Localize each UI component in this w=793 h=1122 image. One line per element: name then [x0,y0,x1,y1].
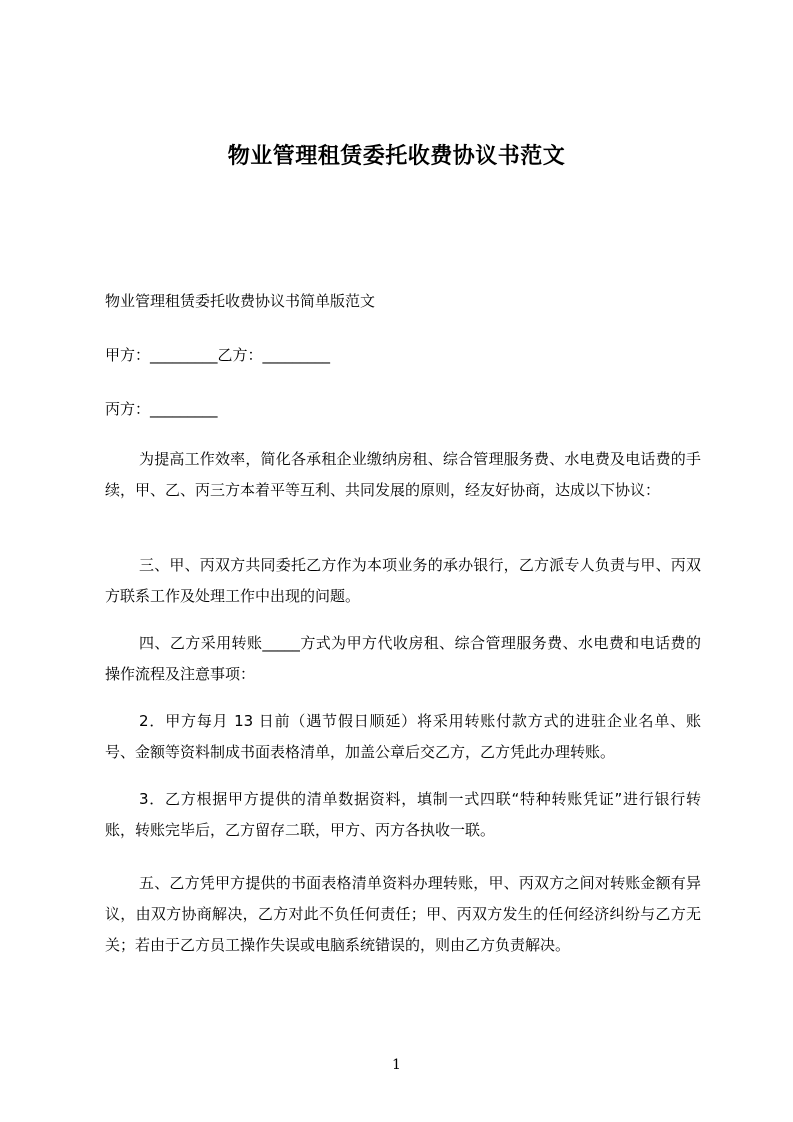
document-title: 物业管理租赁委托收费协议书范文 [227,144,566,169]
paragraph-item-3: 3．乙方根据甲方提供的清单数据资料，填制一式四联“特种转账凭证”进行银行转账，转账完毕后，乙方留存二联，甲方、丙方各执收一联。 [105,790,701,839]
document-subtitle: 物业管理租赁委托收费协议书简单版范文 [105,292,376,310]
page-number: 1 [392,1057,401,1073]
paragraph-clause-3: 三、甲、丙双方共同委托乙方作为本项业务的承办银行，乙方派专人负责与甲、丙双方联系工作及处理工作中出现的问题。 [105,556,701,605]
paragraph-clause-4: 四、乙方采用转账_____方式为甲方代收房租、综合管理服务费、水电费和电话费的操作流程及注意事项： [105,634,701,683]
parties-line-jia-yi: 甲方：_________乙方：_________ [105,346,331,364]
paragraph-clause-5: 五、乙方凭甲方提供的书面表格清单资料办理转账，甲、丙双方之间对转账金额有异议，由双方协商解决，乙方对此不负任何责任；甲、丙双方发生的任何经济纠纷与乙方无关；若由于乙方员工操作失误或电脑系统错误的，则由乙方负责解决。 [105,874,701,954]
parties-line-bing: 丙方：_________ [105,400,218,418]
paragraph-intro: 为提高工作效率，简化各承租企业缴纳房租、综合管理服务费、水电费及电话费的手续，甲、乙、丙三方本着平等互利、共同发展的原则，经友好协商，达成以下协议： [105,450,701,499]
paragraph-item-2: 2．甲方每月 13 日前（遇节假日顺延）将采用转账付款方式的进驻企业名单、账号、金额等资料制成书面表格清单，加盖公章后交乙方，乙方凭此办理转账。 [105,712,701,761]
